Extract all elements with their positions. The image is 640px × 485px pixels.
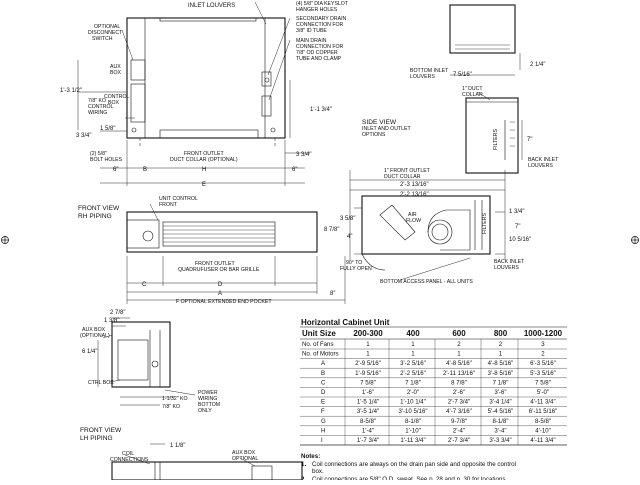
table-cell: 4'-11 3/4" [530, 437, 556, 444]
table-cell: 3'-4" [494, 427, 507, 435]
side-view-subtitle-2: OPTIONS [362, 132, 386, 138]
table-cell: 2'-7 3/4" [447, 398, 471, 406]
duct-collar-label-2: COLLAR [462, 92, 483, 98]
aux-box2-label-2: OPTIONAL [232, 456, 259, 462]
table-cell: 4'-8 5/16" [487, 360, 514, 368]
dim-8-7-8: 8 7/8" [324, 227, 340, 233]
dim-4: 4" [347, 234, 353, 240]
table-cell: 1'-7 3/4" [356, 437, 380, 444]
keyslot-holes-label-2: HANGER HOLES [296, 7, 338, 13]
unit-control-label-2: FRONT [159, 202, 177, 208]
table-cell: 2'-7 3/4" [447, 437, 471, 444]
dim-3-5-8: 3 5/8" [340, 216, 356, 222]
table-row [300, 389, 567, 397]
table-row-label: A [321, 360, 326, 368]
power-wiring-label-3: BOTTOM [198, 402, 221, 408]
note-1-text-2: box. [312, 468, 324, 475]
dim-c-label: C [142, 282, 147, 288]
table-cell: 4'-11 3/4" [530, 398, 556, 406]
table-cell: 4'-10" [535, 427, 551, 435]
bottom-inlet-label-2: LOUVERS [410, 74, 435, 80]
back-inlet-label: BACK INLET [528, 157, 559, 163]
table-cell: 1 [411, 350, 415, 358]
bottom-access-label: BOTTOM ACCESS PANEL - ALL UNITS [380, 279, 473, 285]
ko-1-1-32-label: 1-1/32" KO [162, 396, 188, 402]
table-row [300, 408, 567, 416]
aux-box-optional-label-2: (OPTIONAL) [80, 333, 110, 339]
table-row [300, 351, 567, 359]
front-view-rh-subtitle: RH PIPING [78, 213, 112, 220]
table-cell: 2'-6" [452, 389, 466, 396]
front-outlet-grille-label: FRONT OUTLET [195, 261, 235, 267]
table-row-label: C [321, 379, 326, 387]
table-header-cell: 400 [406, 329, 420, 338]
back-inlet-label-2: LOUVERS [528, 163, 553, 169]
side-view-title: SIDE VIEW [362, 119, 397, 126]
dim-7-5-16: 7 5/16" [453, 72, 472, 78]
main-drain-label: MAIN DRAIN [296, 38, 327, 44]
table-cell: 1'-9 5/16" [355, 369, 381, 377]
table-row [300, 341, 567, 349]
air-flow-label: AIR [408, 212, 417, 218]
dim-2-3-13-16: 2'-3 13/16" [400, 182, 429, 188]
front-view-rh-title: FRONT VIEW [78, 205, 120, 212]
table-header [300, 329, 567, 339]
table-cell: 2'-9 5/16" [355, 360, 381, 368]
aux-box-label: AUX [110, 64, 121, 70]
air-flow-label-2: FLOW [406, 218, 421, 224]
dim-1-3-4-b: 1 3/4" [509, 209, 525, 215]
table-cell: 2 [498, 341, 503, 348]
note-1-text: Coil connections are always on the drain pan side and opposite the control [312, 461, 516, 468]
front-outlet-label: FRONT OUTLET [184, 151, 224, 157]
table-header-cell: 800 [493, 329, 508, 338]
dim-b-label: B [143, 167, 148, 173]
table-row-label: I [321, 437, 323, 444]
bolt-holes-label: (2) 5/8" [90, 151, 107, 157]
dim-2-7-8: 2 7/8" [110, 310, 126, 316]
front-view-rh [127, 204, 345, 304]
control-box-label-2: BOX [108, 100, 119, 106]
table-row [300, 418, 567, 426]
table-cell: 1 [498, 350, 503, 358]
table-cell: 5'-3 5/16" [530, 369, 556, 377]
table-cell: 2'-4" [452, 427, 466, 435]
table-body [300, 339, 567, 445]
dim-6-1-4: 6 1/4" [82, 349, 98, 355]
dimension-table [300, 318, 567, 445]
dim-1-1-8: 1 1/8" [170, 443, 186, 449]
dim-e-label: E [202, 182, 207, 188]
filters-label-1: FILTERS [493, 129, 499, 150]
power-wiring-label-2: WIRING [198, 396, 218, 402]
table-cell: 7 5/8" [360, 379, 376, 387]
filters-label-2: FILTERS [482, 213, 488, 234]
back-inlet2-label: BACK INLET [494, 259, 525, 265]
front-outlet-grille-label-2: QUADRUFUSER OR BAR GRILLE [178, 267, 260, 273]
table-cell: 3'-3 3/4" [489, 437, 512, 444]
secondary-drain-label: SECONDARY DRAIN [296, 16, 347, 22]
table-cell: 3'-4 1/4" [489, 398, 512, 406]
coil-connections-label-2: CONNECTIONS [110, 457, 149, 463]
unit-control-label: UNIT CONTROL [159, 196, 198, 202]
table-cell: 8-1/8" [492, 417, 509, 425]
secondary-drain-label-3: 3/8" ID TUBE [296, 28, 327, 34]
table-row-label: H [321, 427, 326, 435]
table-cell: 8-1/8" [404, 417, 422, 425]
notes-label: Notes: [301, 453, 321, 460]
control-ko-label: 7/8" KO [88, 98, 106, 104]
table-row [300, 379, 567, 387]
optional-disconnect-label: OPTIONAL [94, 24, 121, 30]
table-cell: 3'-2 5/16" [400, 360, 426, 368]
end-detail-outline [112, 322, 170, 387]
table-row-label: No. of Fans [302, 341, 334, 348]
table-title: Horizontal Cabinet Unit [301, 318, 390, 327]
table-cell: 2'-0" [406, 389, 420, 396]
table-cell: 1'-10" [405, 427, 421, 435]
table-cell: 3'-6" [494, 389, 507, 396]
dim-2-1-4: 2 1/4" [530, 62, 546, 68]
ctrl-box-label: CTRL BOX [88, 380, 114, 386]
table-row-label: F [321, 408, 325, 416]
front-view-lh-outline [112, 462, 302, 480]
front-outlet-right-label: 1" FRONT OUTLET [384, 168, 430, 174]
table-cell: 2'-2 5/16" [400, 369, 426, 377]
table-cell: 8 7/8" [451, 379, 467, 387]
table-cell: 5'-4 5/16" [487, 408, 514, 416]
table-cell: 4'-8 5/16" [446, 360, 472, 368]
table-cell: 1'-5 1/4" [356, 398, 380, 406]
table-cell: 7 1/8" [492, 379, 509, 387]
binder-marks [1, 236, 639, 244]
main-drain-label-3: 7/8" OD COPPER [296, 50, 338, 56]
bottom-inlet-label: BOTTOM INLET [410, 68, 449, 74]
table-cell: 1 [366, 341, 370, 348]
dim-d-label: D [218, 282, 223, 288]
dim-1-3-1-2: 1'-3 1/2" [60, 88, 82, 94]
table-header-cell: Unit Size [302, 329, 336, 338]
table-cell: 1 [457, 350, 461, 358]
note-1-number: 1. [301, 461, 307, 468]
table-header-cell: 1000-1200 [523, 329, 563, 338]
table-row-label: B [321, 369, 326, 377]
front-view-lh-title: FRONT VIEW [80, 427, 122, 434]
back-inlet2-label-2: LOUVERS [494, 265, 519, 271]
dim-1-3-8: 1 3/8" [104, 318, 120, 324]
table-cell: 3'-5 1/4" [356, 408, 380, 416]
dim-7-b: 7" [515, 224, 521, 230]
coil-connections-label: COIL [122, 451, 135, 457]
aux-box2-label: AUX BOX [232, 450, 256, 456]
note-2-text: Coil connections are 5/8" O.D. sweat. See p. 28 and p. 30 for locations. [312, 476, 508, 480]
table-cell: 2 [457, 341, 461, 348]
ninety-degree-label: 90° TO [346, 260, 363, 266]
table-header-cell: 200-300 [353, 329, 383, 338]
table-cell: 6'-11 5/16" [528, 408, 558, 416]
dim-3-3-4-right: 3 3/4" [296, 152, 312, 158]
table-row [300, 427, 567, 435]
table-cell: 3 [541, 341, 545, 348]
dim-8in-label: 8" [330, 291, 336, 297]
optional-disconnect-label-3: SWITCH [92, 36, 113, 42]
section-outline [362, 196, 490, 254]
table-row-label: E [321, 398, 326, 406]
table-row [300, 360, 567, 368]
front-view-lh-subtitle: LH PIPING [80, 435, 113, 442]
ko-7-8-label: 7/8" KO [162, 404, 180, 410]
table-cell: 8-5/8" [359, 417, 377, 425]
dim-3-3-4: 3 3/4" [76, 133, 92, 139]
table-row-label: No. of Motors [302, 350, 339, 358]
table-cell: 7 5/8" [535, 379, 551, 387]
front-outlet-right-label-2: DUCT COLLAR [384, 174, 421, 180]
ninety-degree-label-2: FULLY OPEN [340, 266, 372, 272]
control-ko-label-2: CONTROL [88, 104, 114, 110]
dim-10-5-16: 10 5/16" [509, 237, 532, 243]
table-row-label: G [321, 417, 326, 425]
table-row [300, 370, 567, 378]
bolt-holes-label-2: BOLT HOLES [90, 157, 123, 163]
dim-g-label: 6" [113, 167, 119, 173]
aux-box-shape [131, 60, 145, 80]
dim-6-right: 6" [292, 167, 298, 173]
power-wiring-label: POWER [198, 390, 218, 396]
control-box-label: CONTROL [104, 94, 130, 100]
aux-box-label-2: BOX [110, 70, 121, 76]
secondary-drain-label-2: CONNECTION FOR [296, 22, 344, 28]
table-row [300, 399, 567, 407]
table-cell: 4'-7 3/16" [446, 408, 472, 416]
ctrl-box-shape [118, 340, 148, 380]
dim-f-label: F OPTIONAL EXTENDED END POCKET [176, 299, 272, 305]
table-header-cell: 600 [452, 329, 466, 338]
table-cell: 1 [366, 350, 370, 358]
back-inlet-shape [466, 98, 518, 173]
power-wiring-label-4: ONLY [198, 408, 212, 414]
bottom-inlet-shape [450, 5, 515, 53]
top-view-outline [127, 18, 285, 138]
table-row-label: D [321, 389, 326, 396]
table-cell: 8-5/8" [534, 417, 552, 425]
table-cell: 6'-3 5/16" [530, 360, 556, 368]
optional-disconnect-label-2: DISCONNECT [88, 30, 123, 36]
side-view-details [450, 5, 522, 173]
main-drain-label-4: TUBE AND CLAMP [296, 56, 342, 62]
aux-box-optional-label: AUX BOX [82, 327, 106, 333]
side-view-subtitle: INLET AND OUTLET [362, 126, 411, 132]
table-cell: 7 1/8" [405, 379, 421, 387]
note-2-number: 2. [301, 476, 307, 480]
table-row [300, 437, 567, 445]
inlet-louvers-label: INLET LOUVERS [188, 3, 236, 9]
dim-1-5-8: 1 5/8" [100, 126, 116, 132]
table-cell: 3'-8 5/16" [487, 369, 514, 377]
dim-2-2-13-16: 2'-2 13/16" [400, 192, 429, 198]
main-drain-label-2: CONNECTION FOR [296, 44, 344, 50]
table-cell: 2 [541, 350, 545, 358]
dim-h-label: H [202, 167, 207, 173]
keyslot-holes-label: (4) 5/8" DIA KEYSLOT [296, 1, 349, 7]
table-cell: 1 [411, 341, 415, 348]
front-outlet-label-2: DUCT COLLAR (OPTIONAL) [170, 157, 238, 163]
table-cell: 2'-11 13/16" [442, 369, 476, 377]
table-cell: 1'-10 1/4" [400, 398, 426, 406]
table-cell: 1'-6" [361, 389, 375, 396]
dim-1-1-3-4: 1'-1 3/4" [310, 107, 332, 113]
table-cell: 3'-10 5/16" [398, 408, 428, 416]
end-detail [98, 318, 195, 405]
table-cell: 1'-11 3/4" [400, 437, 426, 444]
table-cell: 5'-0" [536, 389, 550, 396]
control-box-shape [131, 84, 145, 122]
dim-a-label: A [218, 291, 223, 297]
table-cell: 9-7/8" [450, 417, 468, 425]
control-ko-label-3: WIRING [88, 110, 108, 116]
blower-wheel [428, 220, 452, 244]
duct-collar-label: 1" DUCT [462, 86, 483, 92]
dim-7: 7" [527, 137, 533, 143]
table-cell: 1'-4" [361, 427, 375, 435]
